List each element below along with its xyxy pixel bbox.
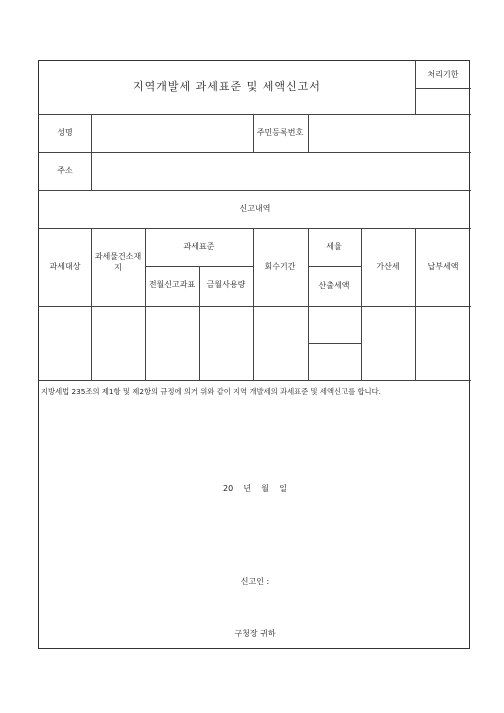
- monthly-usage-header: 금월사용량: [206, 280, 246, 289]
- payment-amount-header: 납부세액: [427, 262, 459, 271]
- table-bottom-divider: [39, 380, 471, 381]
- property-location-header: 과세물건소재지: [94, 252, 142, 272]
- col-divider-4: [253, 228, 254, 380]
- tax-rate-sub-divider: [308, 266, 361, 267]
- col-divider-7: [415, 228, 416, 380]
- name-label: 성명: [57, 128, 73, 137]
- col-divider-5: [308, 228, 309, 380]
- details-row-divider: [39, 228, 471, 229]
- address-label: 주소: [57, 166, 73, 175]
- address-label-divider: [91, 152, 92, 190]
- date-line: 20 년 월 일: [223, 484, 287, 493]
- tax-object-header: 과세대상: [49, 262, 81, 271]
- header-bottom-divider: [39, 306, 471, 307]
- col-divider-6: [361, 228, 362, 380]
- address-row-divider: [39, 190, 471, 191]
- data-row-split-divider: [308, 343, 361, 344]
- additional-tax-header: 가산세: [376, 262, 400, 271]
- name-label-divider: [91, 114, 92, 152]
- declaration-text: 지방세법 235조의 제1항 및 제2항의 규정에 의거 위와 같이 지역 개발세의 과세표준 및 세액신고를 합니다.: [41, 387, 381, 396]
- processing-box-left: [415, 61, 416, 114]
- prev-month-report-header: 전월신고과표: [148, 280, 196, 289]
- resident-label-divider: [308, 114, 309, 152]
- reporter-label: 신고인 :: [240, 577, 270, 586]
- processing-period-label: 처리기한: [427, 70, 459, 79]
- period-header: 회수기간: [264, 262, 296, 271]
- recipient-label: 구청장 귀하: [234, 629, 276, 638]
- form-title: 지역개발세 과세표준 및 세액신고서: [133, 80, 321, 93]
- name-field-divider: [253, 114, 254, 152]
- tax-base-header: 과세표준: [183, 242, 215, 251]
- tax-report-form: [38, 60, 470, 649]
- computed-tax-header: 산출세액: [318, 281, 350, 290]
- title-row-divider: [39, 114, 471, 115]
- tax-rate-header: 세율: [326, 242, 342, 251]
- name-row-divider: [39, 152, 471, 153]
- report-details-label: 신고내역: [239, 204, 271, 213]
- col-divider-2: [145, 228, 146, 380]
- col-divider-3: [199, 266, 200, 380]
- resident-number-label: 주민등록번호: [256, 128, 304, 137]
- processing-box-divider: [415, 88, 471, 89]
